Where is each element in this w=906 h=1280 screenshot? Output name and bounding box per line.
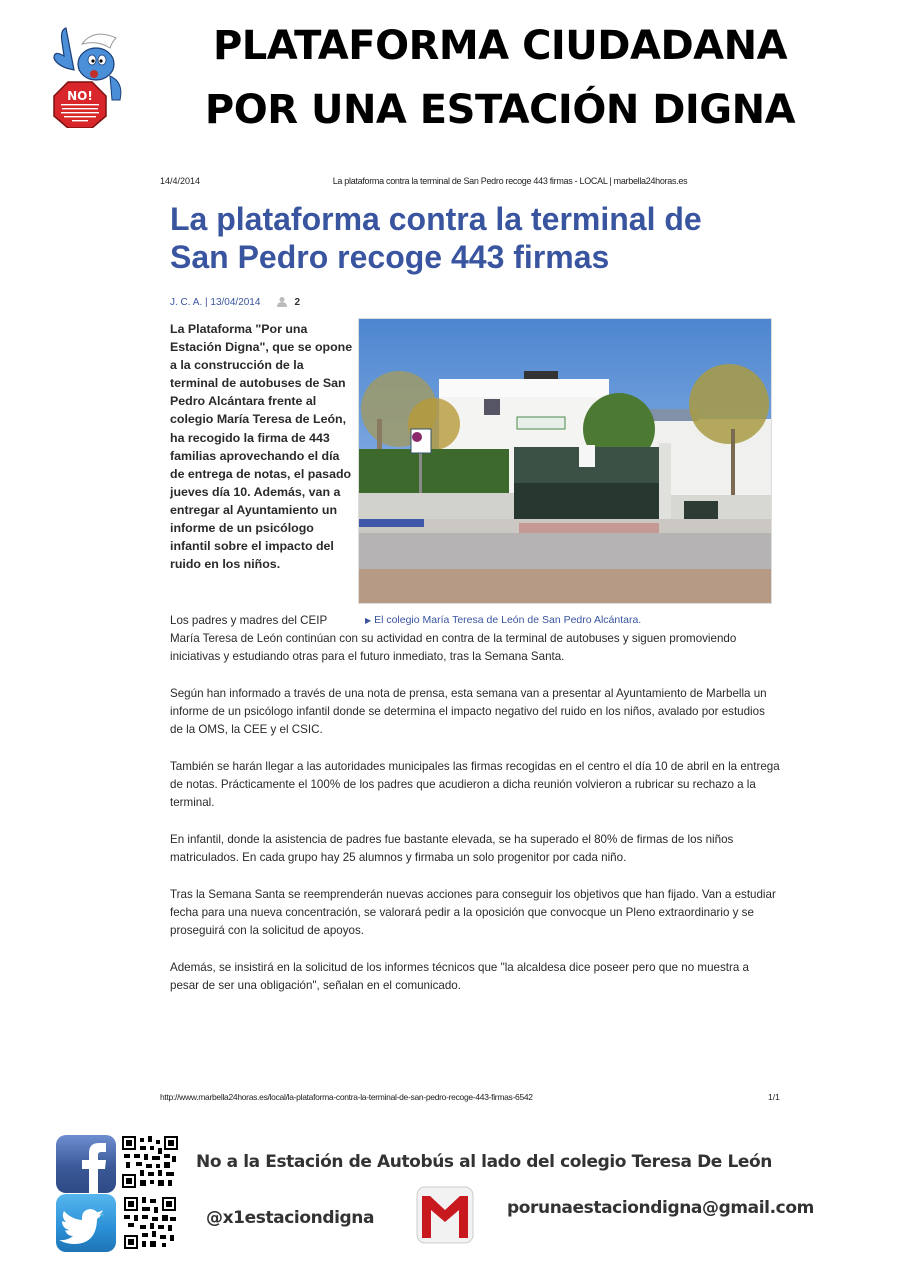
headline-line-1: La plataforma contra la terminal de [170,201,702,237]
print-date: 14/4/2014 [160,176,201,186]
article-paragraph: Según han informado a través de una nota de prensa, esta semana van a presentar al Ayuntamiento de Marbella un informe de un psicólogo infantil donde se determina el impacto negativo del ruido en los niños, avalado por estudios de la OMS, la CEE y el CSIC. [170,687,767,736]
comments-link[interactable] [276,296,300,308]
smurf-stop-sign-logo [44,24,132,128]
svg-text:NO!: NO! [67,89,93,103]
article-lead: La Plataforma "Por una Estación Digna", que se opone a la construcción de la terminal de autobuses de San Pedro Alcántara frente al colegio María Teresa de León, ha recogido la firma de 443 familias aprovechando el día de entrega de notas, el pasado jueves día 10. Además, van a entregar al Ayuntamiento un informe de un psicólogo infantil sobre el impacto del ruido en los niños. [170,322,353,572]
article-paragraph: En infantil, donde la asistencia de padres fue bastante elevada, se ha superado el 80% de firmas de los niños matriculados. En cada grupo hay 25 alumnos y firmaba un solo progenitor por cada niño. [170,833,734,864]
author-date: J. C. A. | 13/04/2014 [170,296,261,308]
print-page-number: 1/1 [768,1092,780,1102]
article-headline [170,200,790,276]
article-paragraph: Los padres y madres del CEIP María Teresa de León continúan con su actividad en contra de la terminal de autobuses y siguen promoviendo iniciativas y estudiando otras para el futuro inmediato, tras la Semana Santa. [170,614,737,663]
article-paragraph: También se harán llegar a las autoridades municipales las firmas recogidas en el centro el día 10 de abril en la entrega de notas. Prácticamente el 100% de los padres que acudieron a dicha reunión volvieron a rubricar su rechazo a la terminal. [170,760,780,809]
user-icon [276,296,288,308]
headline-line-2: San Pedro recoge 443 firmas [170,239,610,275]
facebook-icon[interactable] [56,1135,116,1193]
print-url: http://www.marbella24horas.es/local/la-plataforma-contra-la-terminal-de-san-pedro-recoge-443-firmas-6542 [160,1092,533,1102]
twitter-icon[interactable] [56,1194,116,1252]
gmail-icon[interactable] [416,1186,474,1244]
comments-count: 2 [294,296,300,308]
article-paragraph: Tras la Semana Santa se reemprenderán nuevas acciones para conseguir los objetivos que han fijado. Van a estudiar fecha para una nueva concentración, se valorará pedir a la oposición que convocque un Pleno extraordinario y se proseguirá con la solicitud de apoyos. [170,888,776,937]
photo-caption: ▶ El colegio María Teresa de León de San Pedro Alcántara. [365,614,642,626]
title-line-2: POR UNA ESTACIÓN DIGNA [204,87,796,133]
article-paragraph: Además, se insistirá en la solicitud de los informes técnicos que "la alcaldesa dice poseer pero que no muestra a pesar de ser una obligación", señalan en el comunicado. [170,961,749,992]
page-title [150,14,850,142]
campaign-slogan: No a la Estación de Autobús al lado del colegio Teresa De León [196,1152,772,1172]
contact-email[interactable]: porunaestaciondigna@gmail.com [507,1198,814,1218]
facebook-qr-code [122,1136,178,1188]
twitter-handle[interactable]: @x1estaciondigna [206,1208,375,1228]
article-photo [358,318,772,604]
twitter-qr-code [124,1197,180,1249]
caption-arrow-icon: ▶ [365,616,372,625]
print-page-title: La plataforma contra la terminal de San Pedro recoge 443 firmas - LOCAL | marbella24horas.es [332,176,688,186]
title-line-1: PLATAFORMA CIUDADANA [212,23,788,69]
article-byline [170,296,300,308]
